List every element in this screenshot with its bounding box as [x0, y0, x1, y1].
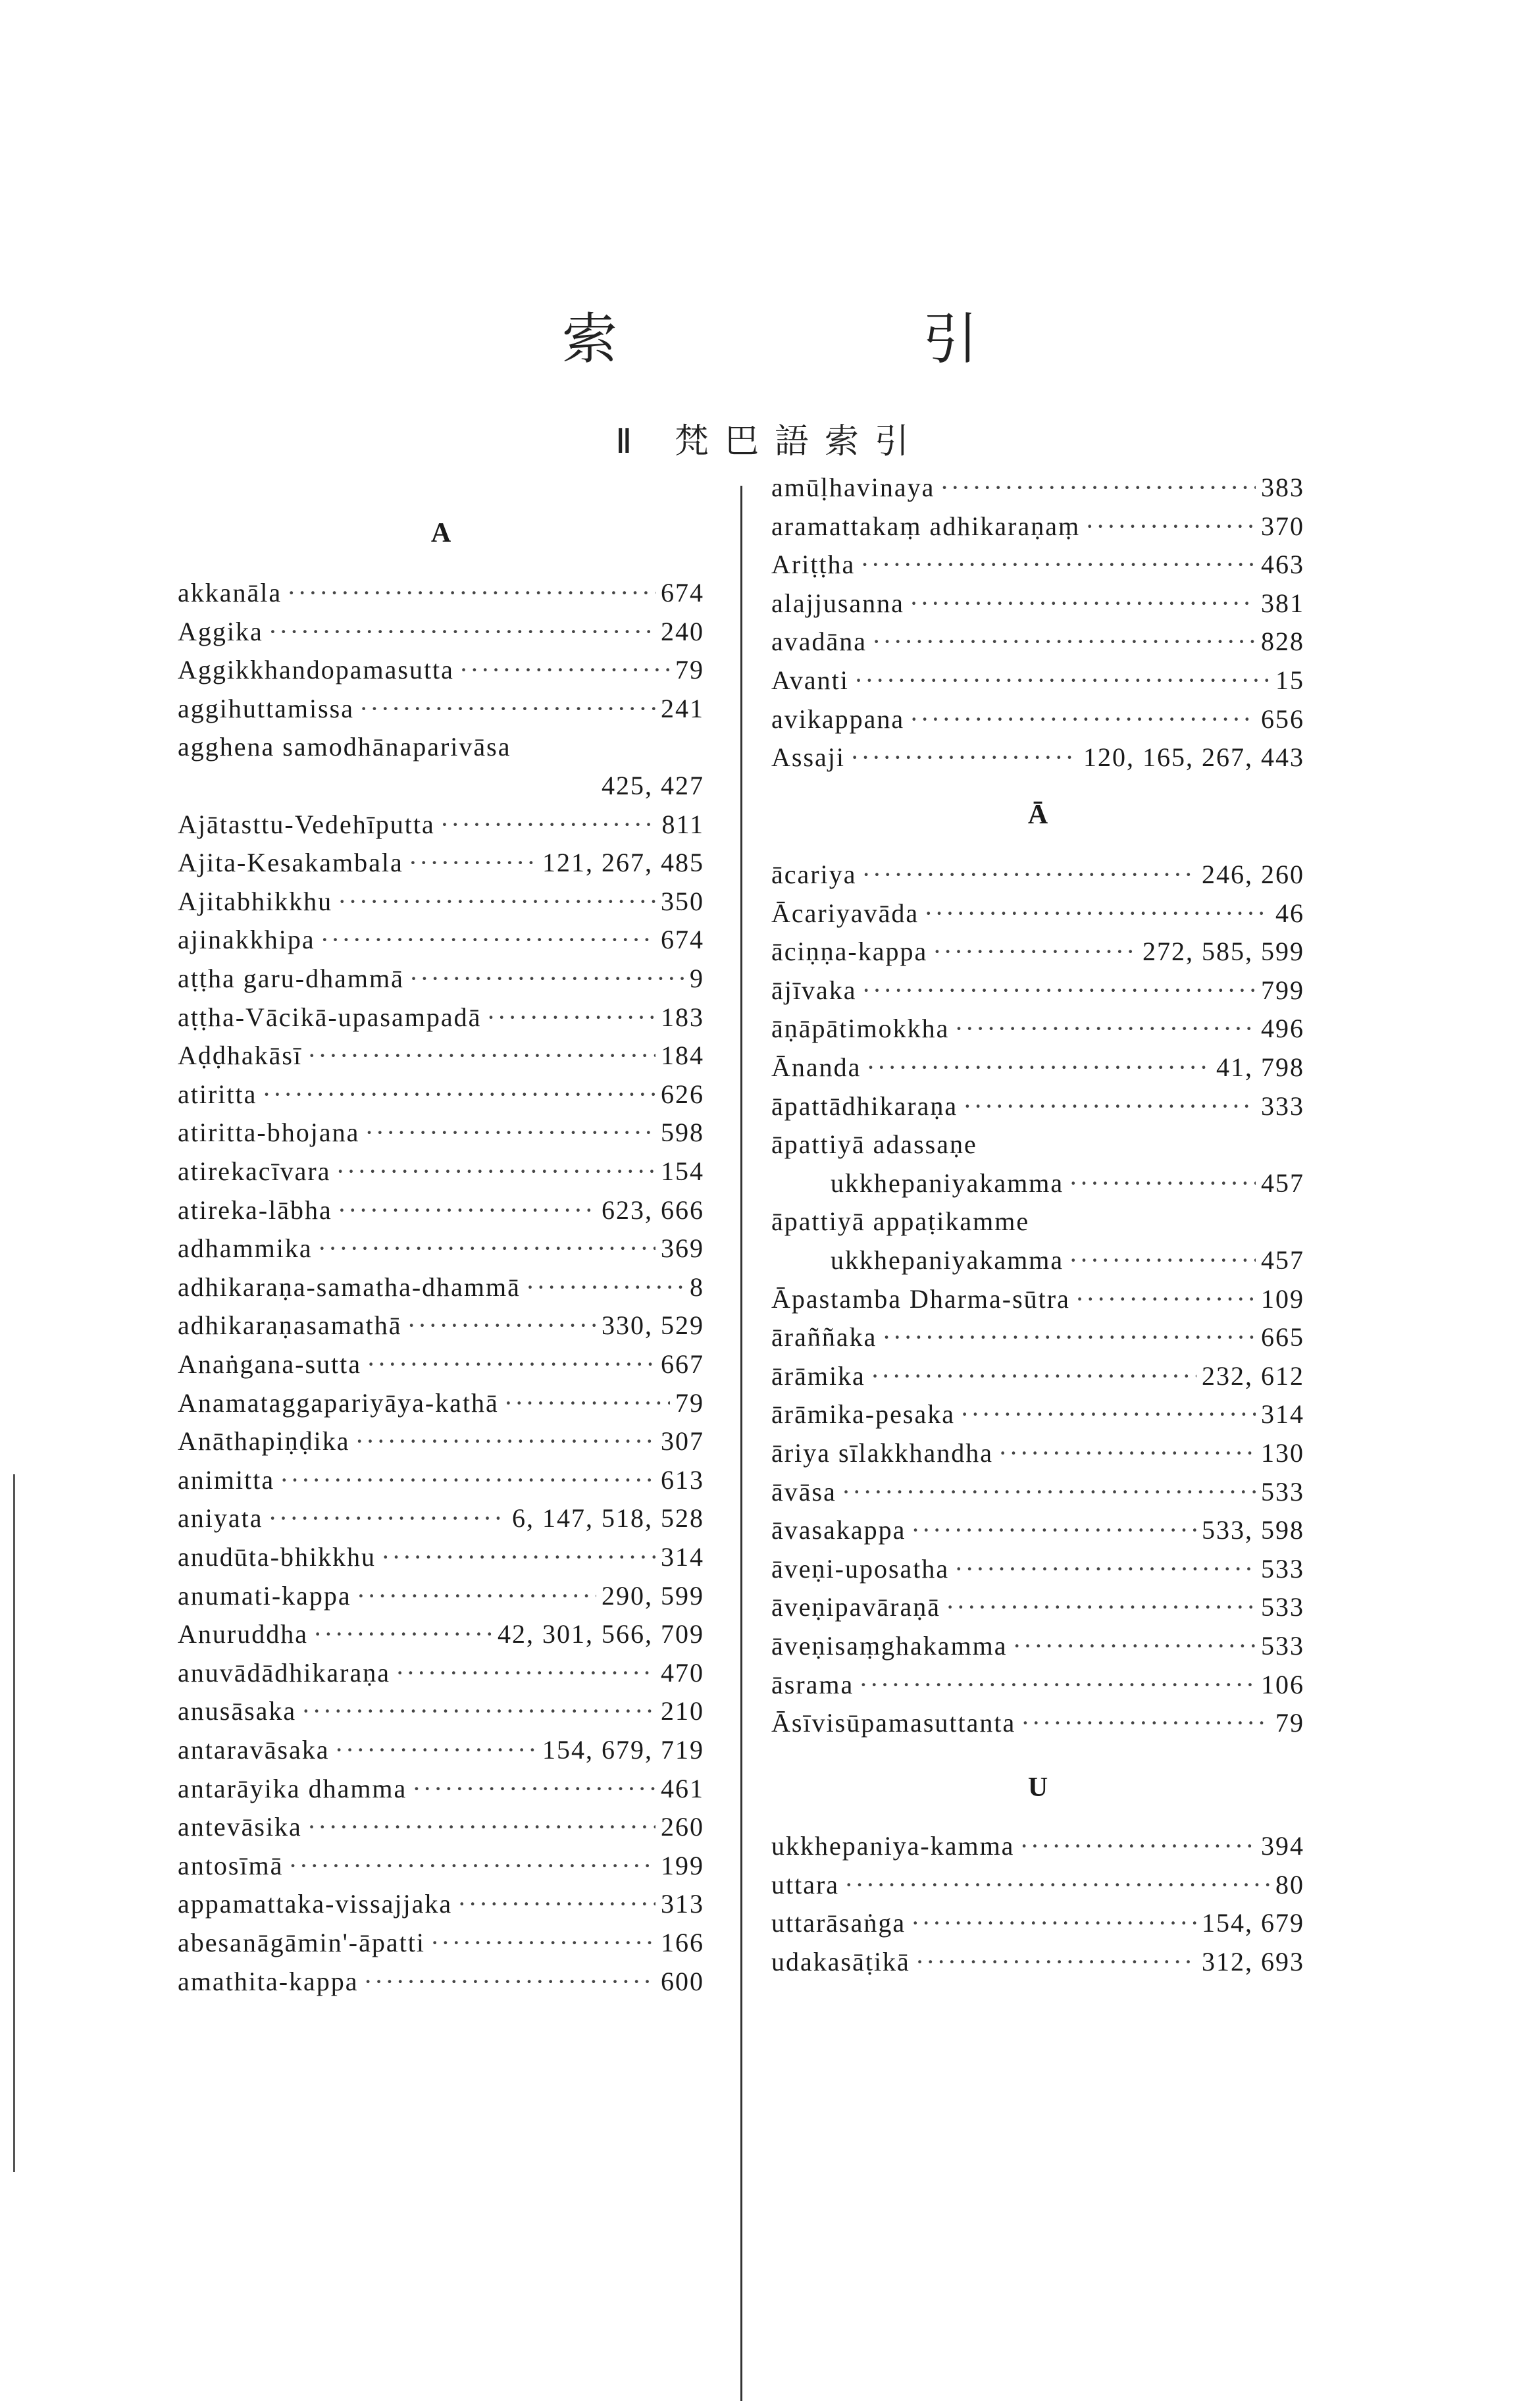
leader-dots — [940, 469, 1256, 507]
leader-dots — [307, 1808, 655, 1846]
entry-pages: 154, 679, 719 — [542, 1735, 704, 1765]
leader-dots — [861, 856, 1196, 894]
leader-dots — [1019, 1827, 1256, 1865]
entry-pages: 6, 147, 518, 528 — [512, 1503, 704, 1534]
index-entry — [771, 469, 1304, 507]
entry-pages: 8 — [690, 1272, 704, 1302]
index-entry — [771, 1280, 1304, 1318]
entry-term: udakasāṭikā — [771, 1946, 910, 1976]
leader-dots — [262, 1075, 655, 1114]
index-entry — [178, 1384, 704, 1422]
index-entry — [771, 1704, 1304, 1742]
entry-term: Āpastamba Dharma-sūtra — [771, 1283, 1070, 1314]
index-entry — [771, 971, 1304, 1010]
entry-term: Anuruddha — [178, 1619, 308, 1649]
entry-term: āriya sīlakkhandha — [771, 1438, 993, 1468]
leader-dots — [946, 1588, 1256, 1626]
entry-term: amathita-kappa — [178, 1966, 359, 1996]
entry-pages: 79 — [675, 655, 704, 685]
index-entry — [178, 1229, 704, 1268]
entry-pages: 350 — [661, 886, 704, 916]
entry-pages: 232, 612 — [1202, 1360, 1304, 1391]
index-entry — [771, 1943, 1304, 1981]
leader-dots — [866, 1048, 1211, 1087]
section-heading-a-long: Ā — [1027, 800, 1048, 830]
entry-term: uttarāsaṅga — [771, 1908, 906, 1938]
index-entry — [771, 507, 1304, 546]
index-entry — [771, 1434, 1304, 1472]
leader-dots — [850, 738, 1078, 777]
entry-pages: 674 — [661, 925, 704, 955]
entry-pages: 246, 260 — [1202, 860, 1304, 889]
leader-dots — [396, 1654, 655, 1692]
entry-term: āṇāpātimokkha — [771, 1014, 950, 1044]
leader-dots — [860, 546, 1256, 584]
entry-pages: 46 — [1275, 898, 1304, 928]
entry-term: uttara — [771, 1869, 840, 1899]
entry-pages: 811 — [661, 809, 704, 839]
leader-dots — [440, 806, 657, 844]
leader-dots — [924, 894, 1270, 933]
leader-dots — [288, 1847, 655, 1885]
entry-pages: 41, 798 — [1216, 1052, 1304, 1082]
leader-dots — [1069, 1241, 1256, 1279]
index-entry — [771, 1827, 1304, 1865]
entry-term: ācariya — [771, 860, 857, 889]
entry-pages: 199 — [661, 1850, 704, 1880]
entry-pages: 314 — [661, 1542, 704, 1572]
index-entry — [771, 1550, 1304, 1588]
leader-dots — [1013, 1627, 1256, 1665]
entry-pages: 394 — [1261, 1831, 1304, 1861]
leader-dots — [954, 1550, 1256, 1588]
entry-term: antosīmā — [178, 1850, 284, 1880]
leader-dots — [269, 1499, 507, 1537]
leader-dots — [365, 1114, 655, 1152]
entry-term: ukkhepaniya-kamma — [771, 1831, 1015, 1861]
index-entry — [771, 1627, 1304, 1665]
entry-pages: 314 — [1261, 1399, 1304, 1430]
leader-dots — [910, 584, 1256, 623]
entry-pages: 109 — [1261, 1283, 1304, 1314]
entry-pages: 457 — [1261, 1168, 1304, 1198]
entry-term: abesanāgāmin'-āpatti — [178, 1928, 425, 1957]
leader-dots — [335, 1731, 537, 1769]
entry-pages: 626 — [661, 1079, 704, 1109]
entry-pages: 383 — [1261, 473, 1304, 502]
index-entry — [178, 1538, 704, 1576]
entry-term: amūḷhavinaya — [771, 473, 935, 502]
entry-term: ukkhepaniyakamma — [831, 1245, 1064, 1275]
entry-term: adhikaraṇa-samatha-dhammā — [178, 1272, 521, 1302]
entry-term: adhammika — [178, 1233, 313, 1264]
leader-dots — [882, 1318, 1256, 1356]
leader-dots — [412, 1770, 655, 1808]
entry-term: ārāmika-pesaka — [771, 1399, 955, 1430]
index-entry — [178, 960, 704, 998]
index-entry — [771, 1125, 1304, 1164]
entry-term: Ajita-Kesakambala — [178, 848, 403, 878]
entry-term: āraññaka — [771, 1322, 877, 1353]
leader-dots — [1075, 1280, 1256, 1318]
entry-pages: 42, 301, 566, 709 — [498, 1619, 704, 1649]
entry-pages: 533 — [1261, 1553, 1304, 1584]
page-subtitle: Ⅱ 梵巴語索引 — [615, 422, 925, 461]
leader-dots — [844, 1866, 1270, 1904]
entry-pages: 369 — [661, 1233, 704, 1264]
entry-term: anumati-kappa — [178, 1580, 351, 1611]
index-entry — [771, 1164, 1304, 1202]
entry-pages: 665 — [1261, 1322, 1304, 1353]
entry-pages: 120, 165, 267, 443 — [1083, 742, 1304, 773]
entry-term: Aḍḍhakāsī — [178, 1041, 303, 1071]
entry-pages: 533 — [1261, 1631, 1304, 1661]
section-heading-u: U — [1027, 1772, 1048, 1803]
leader-dots — [409, 844, 537, 882]
leader-dots — [364, 1963, 655, 2001]
index-entry — [178, 1924, 704, 1962]
leader-dots — [526, 1268, 684, 1306]
entry-term: Ariṭṭha — [771, 550, 856, 580]
index-entry — [178, 883, 704, 921]
entry-term: Anāthapiṇḍika — [178, 1426, 350, 1457]
index-entry — [178, 651, 704, 689]
leader-dots — [301, 1692, 655, 1730]
index-entry — [178, 1114, 704, 1152]
entry-pages: 241 — [661, 693, 704, 723]
leader-dots — [1021, 1704, 1270, 1742]
entry-term: anusāsaka — [178, 1696, 297, 1726]
entry-term: aṭṭha garu-dhammā — [178, 964, 404, 993]
leader-dots — [381, 1538, 655, 1576]
entry-term: atiritta-bhojana — [178, 1118, 360, 1148]
leader-dots — [960, 1395, 1256, 1433]
leader-dots — [457, 1885, 655, 1923]
entry-term: anuvādādhikaraṇa — [178, 1657, 390, 1688]
entry-term: Ajātasttu-Vedehīputta — [178, 809, 435, 839]
index-entry — [178, 1268, 704, 1306]
entry-term: anudūta-bhikkhu — [178, 1542, 376, 1572]
index-entry — [771, 933, 1304, 971]
entry-term: avikappana — [771, 704, 905, 734]
index-entry — [771, 1318, 1304, 1356]
entry-pages: 210 — [661, 1696, 704, 1726]
leader-dots — [280, 1461, 655, 1499]
index-entry — [771, 738, 1304, 777]
leader-dots — [355, 1422, 656, 1460]
leader-dots — [1085, 507, 1256, 546]
index-entry — [178, 1577, 704, 1615]
leader-dots — [313, 1615, 492, 1653]
entry-pages: 290, 599 — [602, 1580, 704, 1611]
leader-dots — [459, 651, 670, 689]
index-entry — [771, 1048, 1304, 1087]
leader-dots — [911, 1511, 1196, 1549]
entry-term: aniyata — [178, 1503, 263, 1534]
entry-term: Ajitabhikkhu — [178, 886, 333, 916]
leader-dots — [430, 1924, 655, 1962]
entry-term: āpattiyā appaṭikamme — [771, 1206, 1030, 1237]
entry-pages: 623, 666 — [602, 1195, 704, 1225]
leader-dots — [998, 1434, 1256, 1472]
entry-pages: 461 — [661, 1773, 704, 1803]
entry-term: aramattakaṃ adhikaraṇaṃ — [771, 511, 1081, 541]
entry-pages: 260 — [661, 1812, 704, 1842]
index-entry — [178, 1422, 704, 1460]
entry-pages: 272, 585, 599 — [1142, 937, 1304, 967]
entry-term: āvasakappa — [771, 1515, 906, 1545]
entry-pages: 463 — [1261, 550, 1304, 580]
entry-term: Ānanda — [771, 1052, 861, 1082]
entry-term: ukkhepaniyakamma — [831, 1168, 1064, 1198]
entry-pages: 667 — [661, 1349, 704, 1379]
index-entry — [771, 584, 1304, 623]
entry-pages: 130 — [1261, 1438, 1304, 1468]
entry-pages: 79 — [675, 1387, 704, 1418]
entry-pages: 79 — [1275, 1708, 1304, 1738]
entry-term: āveṇi-uposatha — [771, 1553, 950, 1584]
index-entry — [771, 1087, 1304, 1125]
entry-pages: 457 — [1261, 1245, 1304, 1275]
leader-dots — [871, 1357, 1196, 1395]
entry-term: alajjusanna — [771, 588, 904, 618]
leader-dots — [307, 1037, 655, 1075]
index-entry — [178, 1847, 704, 1885]
leader-dots — [359, 690, 655, 728]
entry-pages: 381 — [1261, 588, 1304, 618]
entry-term: āveṇisaṃghakamma — [771, 1631, 1008, 1661]
leader-dots — [504, 1384, 670, 1422]
index-entry — [178, 1461, 704, 1499]
index-entry — [771, 856, 1304, 894]
index-entry — [771, 1666, 1304, 1704]
index-entry — [178, 1075, 704, 1114]
index-entry — [771, 700, 1304, 738]
index-entry — [178, 1654, 704, 1692]
leader-dots — [933, 933, 1137, 971]
entry-term: appamattaka-vissajjaka — [178, 1889, 453, 1919]
entry-pages: 154 — [661, 1156, 704, 1186]
index-entry — [178, 1191, 704, 1229]
index-entry — [771, 1904, 1304, 1942]
index-entry — [178, 613, 704, 651]
leader-dots — [963, 1087, 1256, 1125]
entry-pages: 9 — [690, 964, 704, 993]
leader-dots — [954, 1010, 1256, 1048]
leader-dots — [862, 971, 1256, 1010]
entry-term: Anamataggapariyāya-kathā — [178, 1387, 499, 1418]
leader-dots — [915, 1943, 1196, 1981]
index-entry — [771, 623, 1304, 661]
entry-term: ājīvaka — [771, 975, 857, 1005]
index-entry — [178, 1808, 704, 1846]
index-entry — [178, 921, 704, 959]
index-entry — [178, 806, 704, 844]
entry-term: Assaji — [771, 742, 845, 773]
entry-pages: 312, 693 — [1202, 1946, 1304, 1976]
section-heading-a: A — [430, 518, 451, 548]
leader-dots — [367, 1345, 655, 1383]
entry-pages: 15 — [1275, 665, 1304, 695]
leader-dots — [287, 574, 655, 612]
leader-dots — [486, 998, 655, 1037]
entry-term: Aggika — [178, 616, 263, 646]
entry-pages: 240 — [661, 616, 704, 646]
entry-term: āsrama — [771, 1669, 854, 1699]
entry-pages: 600 — [661, 1966, 704, 1996]
index-entry — [771, 1511, 1304, 1549]
index-entry — [771, 1357, 1304, 1395]
index-entry — [178, 1152, 704, 1191]
entry-pages: 121, 267, 485 — [542, 848, 704, 878]
entry-pages: 370 — [1261, 511, 1304, 541]
index-entry — [178, 1731, 704, 1769]
index-entry — [771, 894, 1304, 933]
index-entry — [771, 1010, 1304, 1048]
entry-term: adhikaraṇasamathā — [178, 1310, 402, 1341]
entry-pages: 330, 529 — [602, 1310, 704, 1341]
index-entry — [178, 1037, 704, 1075]
entry-pages: 80 — [1275, 1869, 1304, 1899]
entry-pages: 154, 679 — [1202, 1908, 1304, 1938]
entry-term: Anaṅgana-sutta — [178, 1349, 362, 1379]
leader-dots — [859, 1666, 1256, 1704]
entry-term: āciṇṇa-kappa — [771, 937, 928, 967]
leader-dots — [872, 623, 1256, 661]
index-entry — [771, 1202, 1304, 1241]
index-entry — [178, 690, 704, 728]
leader-dots — [409, 960, 684, 998]
entry-pages: 613 — [661, 1464, 704, 1495]
entry-pages: 674 — [661, 578, 704, 607]
index-entry — [178, 1770, 704, 1808]
leader-dots — [842, 1473, 1256, 1511]
entry-pages: 656 — [1261, 704, 1304, 734]
index-entry — [178, 1499, 704, 1537]
leader-dots — [338, 883, 655, 921]
entry-pages: 533 — [1261, 1592, 1304, 1622]
entry-term: atiritta — [178, 1079, 257, 1109]
entry-term: agghena samodhānaparivāsa — [178, 732, 511, 762]
leader-dots — [1069, 1164, 1256, 1202]
index-entry — [771, 1866, 1304, 1904]
index-entry — [178, 1885, 704, 1923]
entry-term: āpattādhikaraṇa — [771, 1091, 958, 1121]
index-entry — [771, 1473, 1304, 1511]
leader-dots — [321, 921, 655, 959]
index-entry — [178, 1692, 704, 1730]
entry-pages: 598 — [661, 1118, 704, 1148]
index-entry — [771, 1588, 1304, 1626]
entry-term: āpattiyā adassaṇe — [771, 1129, 977, 1160]
index-entry — [178, 728, 704, 766]
leader-dots — [336, 1152, 655, 1191]
entry-term: atireka-lābha — [178, 1195, 332, 1225]
entry-term: atirekacīvara — [178, 1156, 331, 1186]
entry-term: ārāmika — [771, 1360, 865, 1391]
column-divider — [740, 486, 742, 2401]
entry-pages: 425, 427 — [602, 771, 704, 800]
leader-dots — [338, 1191, 596, 1229]
entry-term: avadāna — [771, 627, 867, 657]
leader-dots — [357, 1577, 596, 1615]
entry-term: Aggikkhandopamasutta — [178, 655, 454, 685]
index-entry — [178, 1615, 704, 1653]
leader-dots — [911, 1904, 1196, 1942]
entry-pages: 183 — [661, 1002, 704, 1032]
entry-term: Ācariyavāda — [771, 898, 919, 928]
entry-term: animitta — [178, 1464, 275, 1495]
index-entry — [771, 1241, 1304, 1279]
leader-dots — [910, 700, 1256, 738]
entry-pages: 184 — [661, 1041, 704, 1071]
entry-pages: 307 — [661, 1426, 704, 1457]
entry-pages: 799 — [1261, 975, 1304, 1005]
leader-dots — [407, 1306, 596, 1345]
entry-term: āveṇipavāraṇā — [771, 1592, 940, 1622]
index-entry — [178, 574, 704, 612]
entry-pages: 313 — [661, 1889, 704, 1919]
entry-term: antaravāsaka — [178, 1735, 330, 1765]
entry-term: antarāyika dhamma — [178, 1773, 407, 1803]
entry-pages: 470 — [661, 1657, 704, 1688]
entry-pages: 166 — [661, 1928, 704, 1957]
entry-term: āvāsa — [771, 1476, 836, 1507]
entry-term: Āsīvisūpamasuttanta — [771, 1708, 1016, 1738]
entry-term: ajinakkhipa — [178, 925, 315, 955]
index-entry — [178, 844, 704, 882]
leader-dots — [318, 1229, 655, 1268]
index-entry — [178, 767, 704, 805]
entry-term: akkanāla — [178, 578, 282, 607]
index-entry — [178, 998, 704, 1037]
entry-pages: 533, 598 — [1202, 1515, 1304, 1545]
entry-pages: 496 — [1261, 1014, 1304, 1044]
index-entry — [771, 661, 1304, 700]
entry-pages: 106 — [1261, 1669, 1304, 1699]
index-entry — [771, 1395, 1304, 1433]
entry-term: Avanti — [771, 665, 849, 695]
index-entry — [771, 546, 1304, 584]
index-entry — [178, 1345, 704, 1383]
index-entry — [178, 1306, 704, 1345]
entry-term: antevāsika — [178, 1812, 302, 1842]
entry-pages: 333 — [1261, 1091, 1304, 1121]
index-entry — [178, 1963, 704, 2001]
entry-term: aggihuttamissa — [178, 693, 354, 723]
entry-term: aṭṭha-Vācikā-upasampadā — [178, 1002, 482, 1032]
page-title: 索 引 — [561, 309, 1103, 371]
entry-pages: 828 — [1261, 627, 1304, 657]
entry-pages: 533 — [1261, 1476, 1304, 1507]
leader-dots — [269, 613, 655, 651]
leader-dots — [854, 661, 1270, 700]
margin-line — [13, 1474, 15, 2172]
